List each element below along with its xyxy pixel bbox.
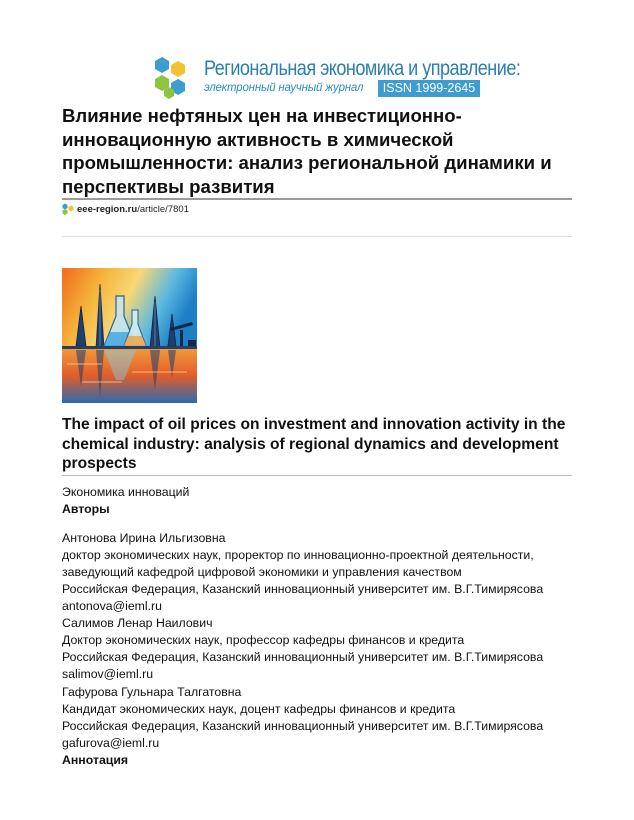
author-affiliation: Российская Федерация, Казанский инновационный университет им. В.Г.Тимирясова xyxy=(62,719,544,733)
article-link-domain: eee-region.ru xyxy=(77,203,138,215)
article-illustration xyxy=(62,268,197,403)
journal-logo xyxy=(152,56,521,100)
journal-subtitle: электронный научный журнал xyxy=(204,82,364,94)
author-name: Салимов Ленар Наилович xyxy=(62,616,213,630)
hexagon-logo-icon xyxy=(152,56,192,100)
title-divider xyxy=(62,198,572,200)
author-email[interactable]: antonova@ieml.ru xyxy=(62,599,162,613)
article-link-path: /article/7801 xyxy=(137,203,189,215)
author-position: Доктор экономических наук, профессор кафедры финансов и кредита xyxy=(62,633,465,647)
site-favicon-icon xyxy=(62,203,74,215)
authors-heading: Авторы xyxy=(62,502,110,516)
article-title-ru: Влияние нефтяных цен на инвестиционно-инновационную активность в химической промышленности: анализ региональной динамики и перспективы развития xyxy=(62,105,552,197)
journal-name: Региональная экономика и управление: xyxy=(204,57,521,80)
author-name: Антонова Ирина Ильгизовна xyxy=(62,531,226,545)
author-email[interactable]: gafurova@ieml.ru xyxy=(62,736,160,750)
author-position: заведующий кафедрой цифровой экономики и управления качеством xyxy=(62,565,462,579)
author-position: доктор экономических наук, проректор по инновационно-проектной деятельности, xyxy=(62,548,534,562)
article-title-en: The impact of oil prices on investment and innovation activity in the chemical industry: analysis of regional dynamics and development prospects xyxy=(62,416,566,472)
author-name: Гафурова Гульнара Талгатовна xyxy=(62,685,242,699)
author-affiliation: Российская Федерация, Казанский инновационный университет им. В.Г.Тимирясова xyxy=(62,582,544,596)
article-link[interactable] xyxy=(62,203,189,215)
link-divider xyxy=(62,236,572,237)
author-position: Кандидат экономических наук, доцент кафедры финансов и кредита xyxy=(62,702,456,716)
issn-badge: ISSN 1999-2645 xyxy=(378,80,480,97)
section-label: Экономика инноваций xyxy=(62,485,190,499)
author-affiliation: Российская Федерация, Казанский инновационный университет им. В.Г.Тимирясова xyxy=(62,650,544,664)
title-en-divider xyxy=(62,475,572,476)
abstract-heading: Аннотация xyxy=(62,753,129,767)
author-email[interactable]: salimov@ieml.ru xyxy=(62,667,154,681)
